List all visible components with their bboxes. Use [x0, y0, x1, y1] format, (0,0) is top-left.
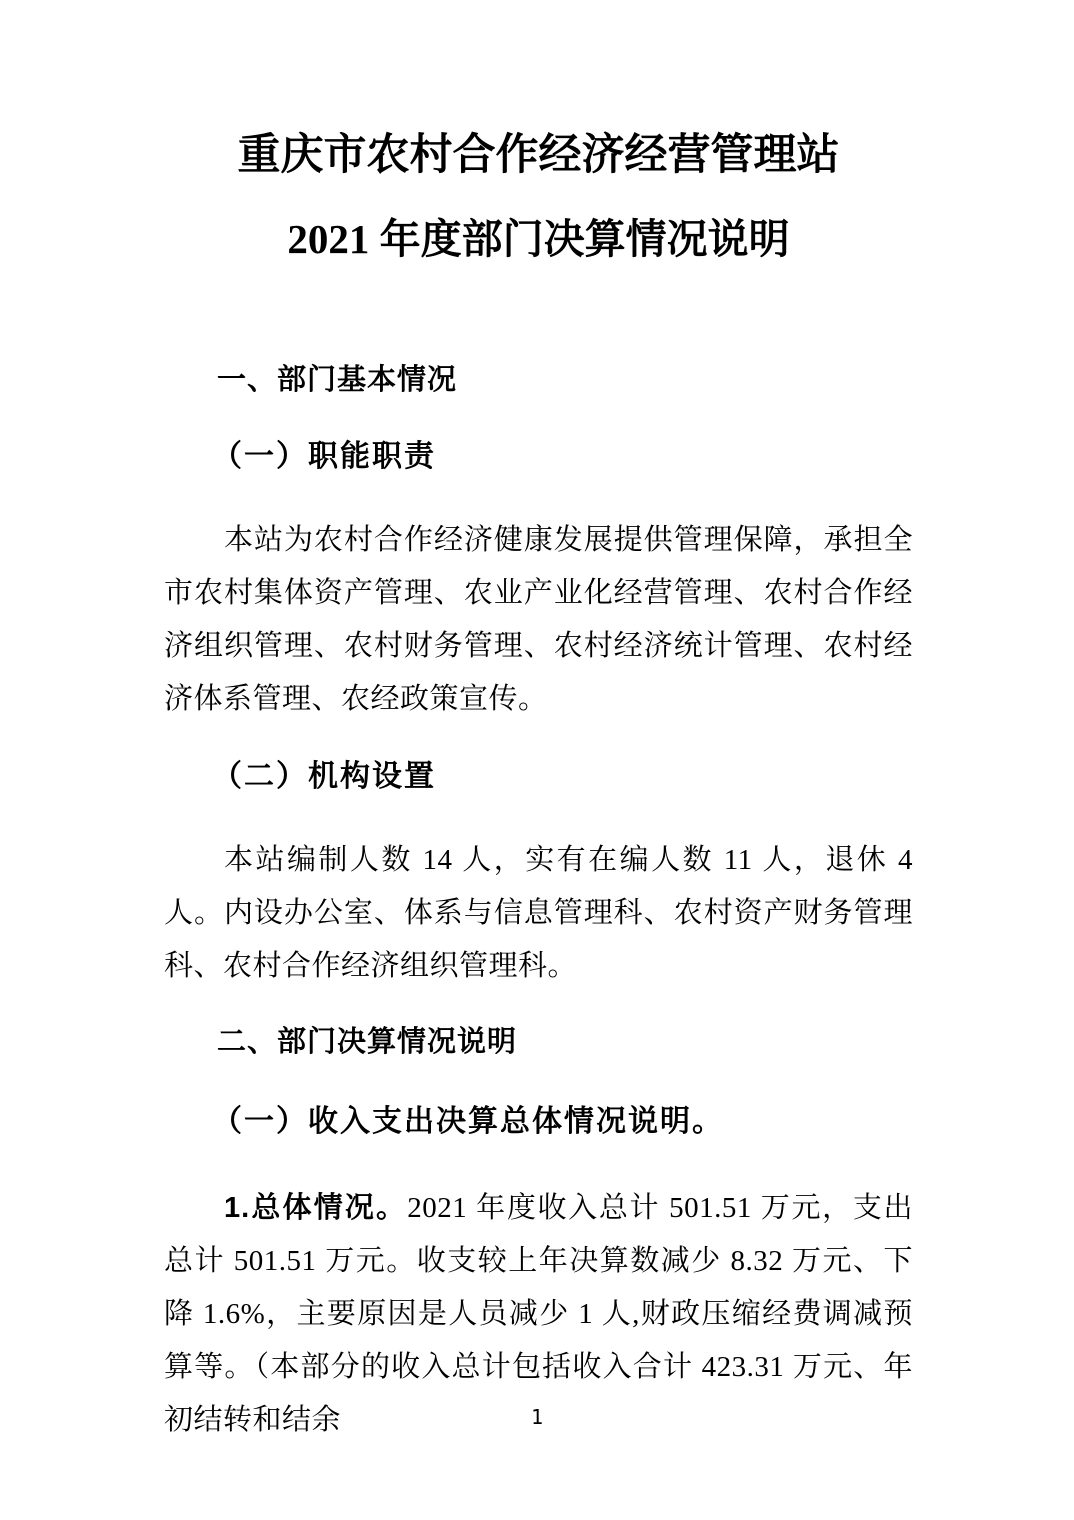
section1-sub2-paragraph: 本站编制人数 14 人，实有在编人数 11 人，退休 4 人。内设办公室、体系与信息管理科、农村资产财务管理科、农村合作经济组织管理科。: [164, 844, 913, 982]
paragraph-body-text: 2021 年度收入总计 501.51 万元，支出总计 501.51 万元。收支较上年决算数减少 8.32 万元、下降 1.6%，主要原因是人员减少 1 人,财政压缩经费调减预算等。（本部分的收入总计包括收入合计 423.31 万元、年初结转和结余: [164, 1192, 913, 1436]
section1-sub1-paragraph: 本站为农村合作经济健康发展提供管理保障，承担全市农村集体资产管理、农业产业化经营管理、农村合作经济组织管理、农村财务管理、农村经济统计管理、农村经济体系管理、农经政策宣传。: [164, 524, 913, 715]
section1-heading: 一、部门基本情况: [217, 364, 458, 396]
paragraph-bold-lead: 1.总体情况。: [224, 1192, 408, 1224]
page-number: 1: [530, 1405, 544, 1429]
section2-heading: 二、部门决算情况说明: [217, 1026, 518, 1058]
section1-sub2-heading: （二）机构设置: [212, 760, 436, 793]
section1-sub1-heading: （一）职能职责: [212, 440, 436, 473]
document-title-line1: 重庆市农村合作经济经营管理站: [237, 132, 840, 179]
document-title-line2: 2021 年度部门决算情况说明: [287, 216, 790, 262]
section2-sub1-heading: （一）收入支出决算总体情况说明。: [212, 1105, 724, 1138]
